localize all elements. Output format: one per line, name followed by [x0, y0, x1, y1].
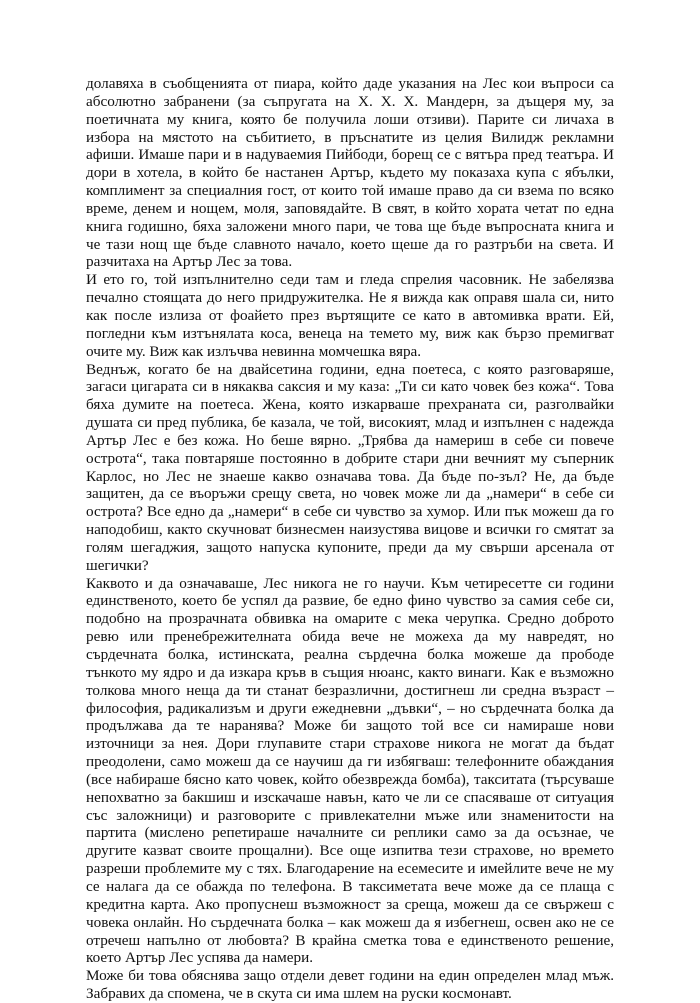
paragraph: долавяха в съобщенията от пиара, който даде указания на Лес кои въпроси са абсолютно забранени (за съпругата на Х. Х. Х. Мандерн, за дъщеря му, за поетичната му книга, която бе получила лоши отзиви). Парите си личаха в избора на мястото на събитието, в пръснатите из целия Вилидж рекламни афиши. Имаше пари и в надуваемия Пийбоди, борещ се с вятъра пред театъра. И дори в хотела, в който бе настанен Артър, където му показаха купа с ябълки, комплимент за специалния гост, от които той имаше право да си взема по всяко време, денем и нощем, моля, заповядайте. В свят, в който хората четат по една книга годишно, бяха заложени много пари, че това ще бъде въпросната книга и че тази нощ ще бъде славното начало, което щеше да го разтръби на света. И разчитаха на Артър Лес за това.	[86, 75, 614, 271]
document-body	[86, 75, 614, 1003]
paragraph: Веднъж, когато бе на двайсетина години, една поетеса, с която разговаряше, загаси цигарата си в някаква саксия и му каза: „Ти си като човек без кожа“. Това бяха думите на поетеса. Жена, която изкарваше прехраната си, разголвайки душата си пред публика, бе казала, че той, високият, млад и изпълнен с надежда Артър Лес е без кожа. Но беше вярно. „Трябва да намериш в себе си повече острота“, така повтаряше постоянно в добрите стари дни вечният му съперник Карлос, но Лес не знаеше какво означава това. Да бъде по-зъл? Не, да бъде защитен, да се въоръжи срещу света, но човек може ли да „намери“ в себе си острота? Все едно да „намери“ в себе си чувство за хумор. Или пък можеш да го наподобиш, както скучноват бизнесмен наизустява вицове и всички го смятат за голям шегаджия, защото напуска купоните, преди да му свърши арсенала от шегички?	[86, 360, 614, 574]
paragraph: И ето го, той изпълнително седи там и гледа спрелия часовник. Не забелязва печално стоящата до него придружителка. Не я вижда как оправя шала си, нито как после излиза от фоайето през въртящите се като в автомивка врати. Ей, погледни към изтънялата коса, венеца на темето му, виж как бързо премигват очите му. Виж как излъчва невинна момчешка вяра.	[86, 271, 614, 360]
paragraph: Каквото и да означаваше, Лес никога не го научи. Към четиресетте си години единственото, което бе успял да развие, бе едно фино чувство за самия себе си, подобно на прозрачната обвивка на омарите с мека черупка. Средно доброто ревю или пренебрежителната обида вече не можеха да му навредят, но сърдечната болка, истинската, реална сърдечна болка можеше да прободе тънкото му ядро и да изкара кръв в същия нюанс, както винаги. Как е възможно толкова много неща да ти станат безразлични, достигнеш ли средна възраст – философия, радикализъм и други ежедневни „дъвки“, – но сърдечната болка да продължава да те наранява? Може би защото той все си намираше нови източници за нея. Дори глупавите стари страхове никога не могат да бъдат преодолени, само можеш да се научиш да ги избягваш: телефонните обаждания (все набираше бясно като човек, който обезврежда бомба), такситата (търсуваше непохватно за бакшиш и изскачаше навън, като че ли се спасяваше от ситуация със заложници) и разговорите с привлекателни мъже или знаменитости на партита (мислено репетираше началните си реплики само за да осъзнае, че другите казват своите прощални). Все още изпитва тези страхове, но времето разреши проблемите му с тях. Благодарение на есемесите и имейлите вече не му се налага да се обажда по телефона. В таксиметата вече може да се плаща с кредитна карта. Ако пропуснеш възможност за среща, можеш да се свържеш с човека онлайн. Но сърдечната болка – как можеш да я избегнеш, освен ако не се отречеш напълно от любовта? В крайна сметка това е единственото решение, което Артър Лес успява да намери.	[86, 574, 614, 967]
paragraph: Може би това обяснява защо отдели девет години на един определен млад мъж. Забравих да спомена, че в скута си има шлем на руски космонавт.	[86, 967, 614, 1003]
